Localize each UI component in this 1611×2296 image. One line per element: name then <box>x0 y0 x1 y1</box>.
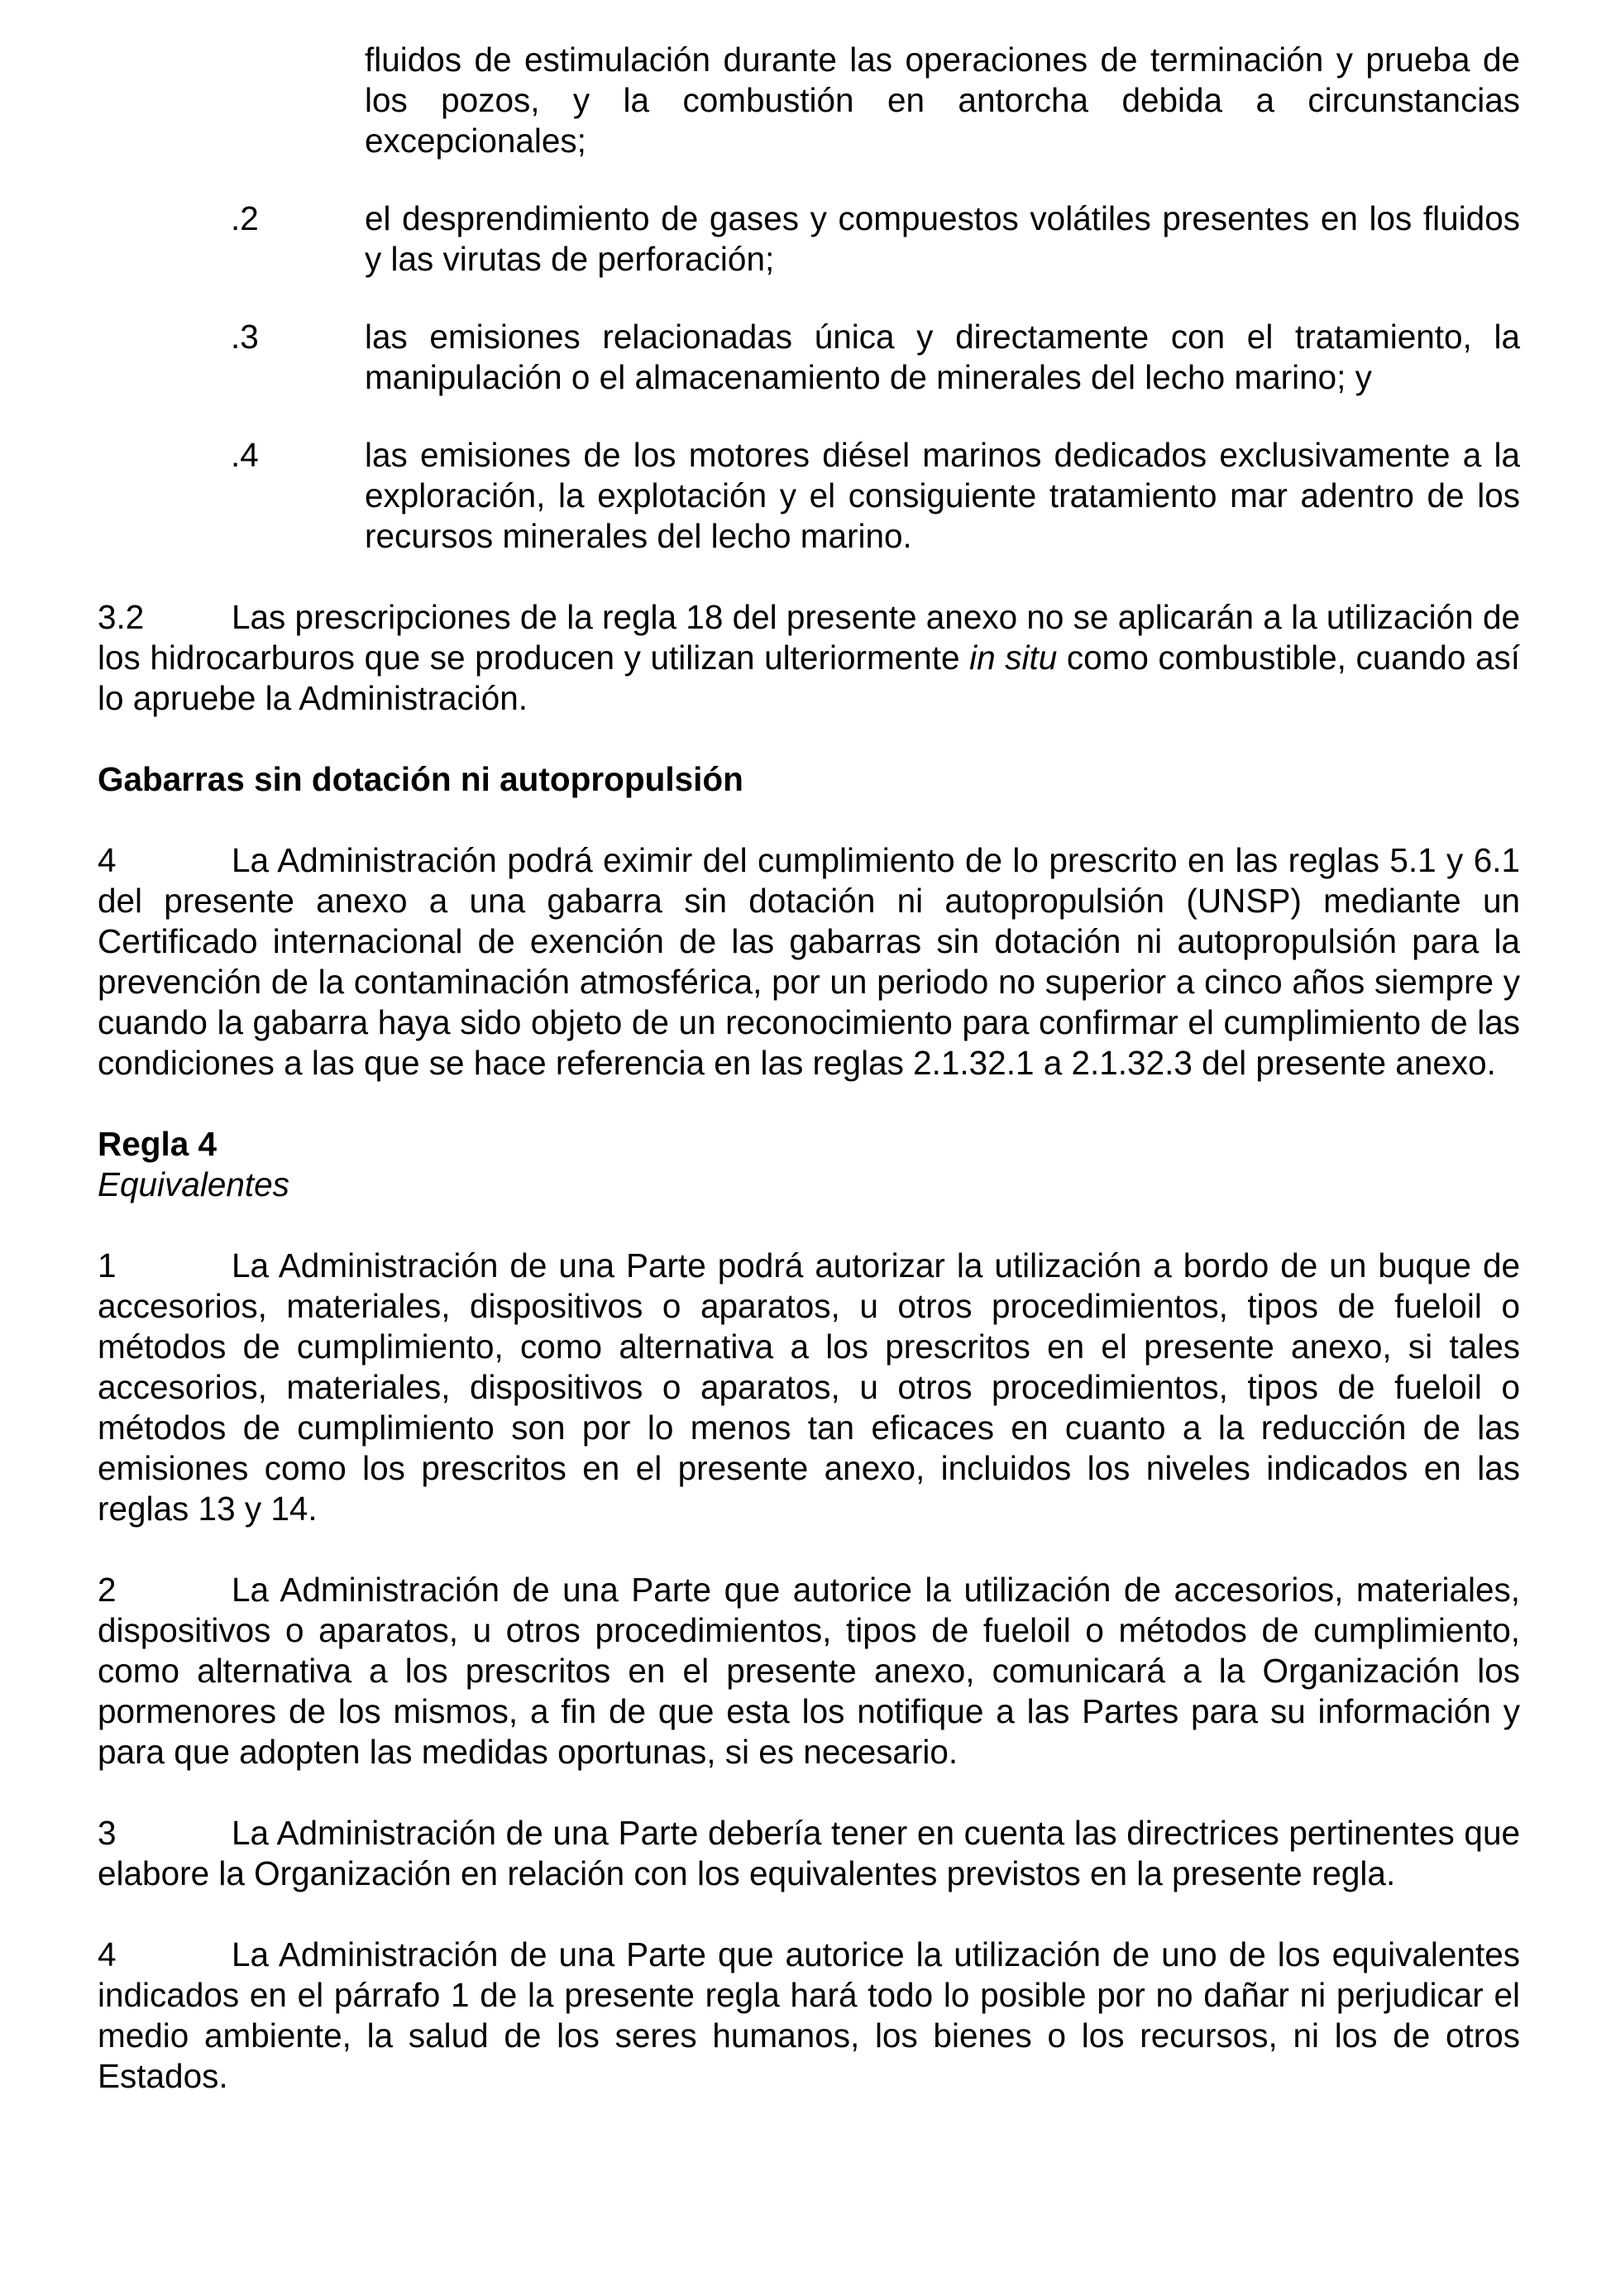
paragraph-3-2 <box>98 597 1520 719</box>
paragraph-text-after: como combustible, cuando así lo apruebe la Administración. <box>98 639 1520 717</box>
rule-paragraph <box>98 1570 1520 1772</box>
list-item-number: .2 <box>231 199 259 237</box>
list-item <box>98 199 1520 280</box>
rule-paragraph <box>98 1935 1520 2097</box>
paragraph-number: 4 <box>98 1935 117 1973</box>
list-item-text: el desprendimiento de gases y compuestos volátiles presentes en los fluidos y las virutas de perforación; <box>365 199 1520 278</box>
list-item-text: las emisiones de los motores diésel marinos dedicados exclusivamente a la exploración, la explotación y el consiguiente tratamiento mar adentro de los recursos minerales del lecho marino. <box>365 436 1520 555</box>
paragraph-number: 3.2 <box>98 598 145 636</box>
paragraph-text: La Administración podrá eximir del cumplimiento de lo prescrito en las reglas 5.1 y 6.1 del presente anexo a una gabarra sin dotación ni autopropulsión (UNSP) mediante un Certificado internacional de exención de las gabarras sin dotación ni autopropulsión para la prevención de la contaminación atmosférica, por un periodo no superior a cinco años siempre y cuando la gabarra haya sido objeto de un reconocimiento para confirmar el cumplimiento de las condiciones a las que se hace referencia en las reglas 2.1.32.1 a 2.1.32.3 del presente anexo. <box>98 841 1520 1082</box>
continued-text: fluidos de estimulación durante las operaciones de terminación y prueba de los pozos, y la combustión en antorcha debida a circunstancias excepcionales; <box>365 41 1520 160</box>
paragraph-number: 1 <box>98 1246 117 1284</box>
paragraph-number: 4 <box>98 841 117 879</box>
paragraph-text-italic: in situ <box>969 639 1058 677</box>
paragraph-text-before: Las prescripciones de la regla 18 del presente anexo no se aplicarán a la utilización de los hidrocarburos que se producen y utilizan ulteriormente <box>98 598 1520 677</box>
paragraph-text: La Administración de una Parte debería tener en cuenta las directrices pertinentes que elabore la Organización en relación con los equivalentes previstos en la presente regla. <box>98 1814 1520 1892</box>
list-item <box>98 435 1520 557</box>
section-heading: Gabarras sin dotación ni autopropulsión <box>98 760 743 798</box>
rule-paragraph <box>98 1813 1520 1894</box>
paragraph-text: La Administración de una Parte podrá autorizar la utilización a bordo de un buque de accesorios, materiales, dispositivos o aparatos, u otros procedimientos, tipos de fueloil o métodos de cumplimiento, como alternativa a los prescritos en el presente anexo, si tales accesorios, materiales, dispositivos o aparatos, u otros procedimientos, tipos de fueloil o métodos de cumplimiento son por lo menos tan eficaces en cuanto a la reducción de las emisiones como los prescritos en el presente anexo, incluidos los niveles indicados en las reglas 13 y 14. <box>98 1246 1520 1528</box>
list-item-number: .4 <box>231 436 259 474</box>
list-item-number: .3 <box>231 318 259 356</box>
paragraph-number: 3 <box>98 1814 117 1852</box>
rule-subtitle: Equivalentes <box>98 1165 289 1203</box>
rule-paragraph <box>98 1246 1520 1529</box>
paragraph-4 <box>98 840 1520 1083</box>
list-item <box>98 317 1520 398</box>
list-item-text: las emisiones relacionadas única y directamente con el tratamiento, la manipulación o el almacenamiento de minerales del lecho marino; y <box>365 318 1520 396</box>
paragraph-text: La Administración de una Parte que autorice la utilización de uno de los equivalentes indicados en el párrafo 1 de la presente regla hará todo lo posible por no dañar ni perjudicar el medio ambiente, la salud de los seres humanos, los bienes o los recursos, ni los de otros Estados. <box>98 1935 1520 2095</box>
paragraph-text: La Administración de una Parte que autorice la utilización de accesorios, materiales, dispositivos o aparatos, u otros procedimientos, tipos de fueloil o métodos de cumplimiento, como alternativa a los prescritos en el presente anexo, comunicará a la Organización los pormenores de los mismos, a fin de que esta los notifique a las Partes para su información y para que adopten las medidas oportunas, si es necesario. <box>98 1571 1520 1771</box>
rule-title: Regla 4 <box>98 1125 218 1163</box>
paragraph-number: 2 <box>98 1571 117 1609</box>
